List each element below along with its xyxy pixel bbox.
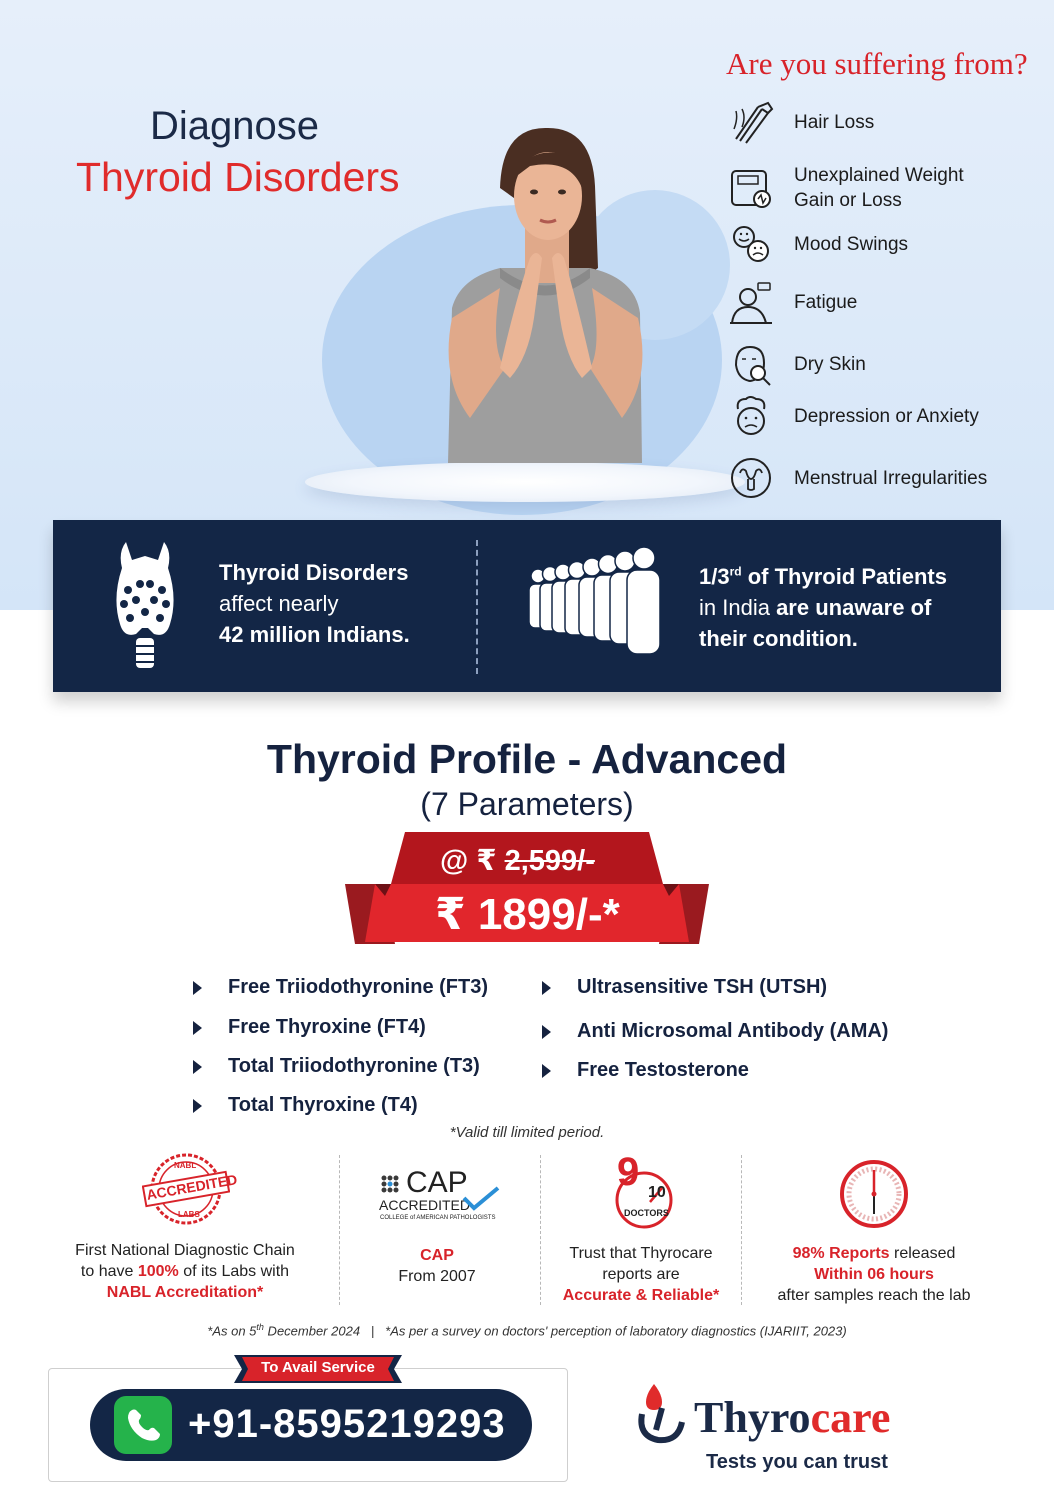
uterus-icon [728, 455, 774, 501]
product-subtitle: (7 Parameters) [420, 786, 634, 822]
symptom-item [728, 338, 1048, 390]
banner-right-line2-bold: are unaware of [776, 595, 932, 621]
cap-logo-main: CAP [406, 1166, 468, 1199]
nabl-description [50, 1240, 320, 1303]
banner-left-text [219, 557, 410, 650]
parameter-item [193, 1055, 480, 1078]
parameter-item [542, 1059, 749, 1082]
nabl-seal-main: ACCREDITED [145, 1171, 239, 1203]
brand-tagline: Tests you can trust [706, 1451, 888, 1473]
footnote-a-pre: *As on 5 [207, 1323, 257, 1339]
cap-since: From 2007 [398, 1268, 476, 1285]
parameter-label: Free Testosterone [577, 1059, 749, 1081]
avail-service-label: To Avail Service [261, 1359, 375, 1376]
footnote-a-post: December 2024 [263, 1323, 361, 1339]
trust-line1: Trust that Thyrocare [569, 1245, 713, 1262]
parameter-item [193, 976, 488, 999]
product-title: Thyroid Profile - Advanced [266, 736, 788, 782]
brand-name-part1: Thyro [694, 1393, 811, 1442]
hair-comb-icon [728, 99, 774, 145]
parameter-item [193, 1016, 426, 1039]
symptom-label-line2: Gain or Loss [794, 190, 902, 211]
parameter-item [542, 976, 827, 999]
doctors-denominator: 10 [648, 1184, 666, 1201]
phone-icon[interactable] [114, 1396, 172, 1454]
footnote-a-sup: th [256, 1322, 264, 1332]
banner-right-text [699, 557, 947, 654]
symptom-label: Unexplained Weight [794, 165, 964, 186]
banner-left-line1: Thyroid Disorders [219, 560, 409, 585]
anxious-head-icon [728, 393, 774, 439]
column-divider [339, 1155, 340, 1305]
old-price-prefix: @ ₹ [440, 845, 505, 877]
bullet-arrow-icon [193, 1021, 202, 1035]
banner-right-fraction: 1/3 [699, 564, 730, 590]
symptom-item [728, 218, 1048, 270]
trust-line2: reports are [602, 1266, 680, 1283]
banner-left-line3: 42 million Indians. [219, 622, 410, 647]
doctors-label: DOCTORS [624, 1208, 669, 1218]
bullet-arrow-icon [542, 1025, 551, 1039]
dry-skin-face-icon [728, 341, 774, 387]
parameter-label: Total Thyroxine (T4) [228, 1094, 418, 1116]
reports-line3: after samples reach the lab [777, 1287, 971, 1304]
thyrocare-logo-icon [632, 1380, 688, 1446]
footnote-b: *As per a survey on doctors' perception of laboratory diagnostics (IJARIIT, 2023) [385, 1323, 847, 1339]
symptom-label-block [794, 163, 964, 213]
reports-line2: Within 06 hours [814, 1266, 934, 1283]
symptom-label: Menstrual Irregularities [794, 467, 988, 489]
reports-line1a: 98% Reports [792, 1245, 890, 1262]
footnote [0, 1322, 1054, 1338]
clock-icon [838, 1158, 910, 1230]
nabl-line1: First National Diagnostic Chain [75, 1242, 295, 1259]
new-price: ₹ 1899/-* [435, 890, 620, 939]
crowd-people-icon [526, 546, 674, 658]
bullet-arrow-icon [193, 981, 202, 995]
parameter-label: Free Triiodothyronine (FT3) [228, 976, 489, 998]
cap-logo-small: COLLEGE of AMERICAN PATHOLOGISTS [380, 1215, 496, 1221]
woman-holding-neck-illustration [430, 118, 660, 463]
nabl-line3: NABL Accreditation* [106, 1284, 264, 1301]
old-price [440, 843, 595, 878]
bullet-arrow-icon [542, 1064, 551, 1078]
symptom-item [728, 452, 1048, 504]
reports-description [760, 1243, 988, 1306]
nabl-line2c: of its Labs with [178, 1263, 290, 1280]
bullet-arrow-icon [193, 1099, 202, 1113]
weighing-scale-icon [728, 165, 774, 211]
trust-line3: Accurate & Reliable* [562, 1287, 720, 1304]
column-divider [741, 1155, 742, 1305]
parameter-item [193, 1094, 418, 1117]
symptom-label: Fatigue [794, 291, 858, 313]
thyroid-gland-icon [110, 538, 180, 670]
bullet-arrow-icon [193, 1060, 202, 1074]
cap-description [362, 1245, 512, 1287]
podium-ellipse [305, 462, 745, 502]
nabl-seal-top: NABL [174, 1161, 197, 1170]
old-price-value: 2,599/- [504, 845, 595, 877]
symptom-item [728, 276, 1048, 328]
nabl-seal-bottom: LABS [178, 1210, 200, 1219]
symptom-item [728, 162, 1048, 214]
parameter-label: Anti Microsomal Antibody (AMA) [577, 1020, 889, 1042]
validity-note: *Valid till limited period. [449, 1124, 605, 1141]
banner-right-line2-plain: in India [699, 595, 777, 621]
parameter-label: Free Thyroxine (FT4) [228, 1016, 426, 1038]
symptom-label: Mood Swings [794, 233, 909, 255]
brand-name [694, 1392, 890, 1443]
tired-person-icon [728, 279, 774, 325]
symptom-label: Dry Skin [794, 353, 866, 375]
column-divider [540, 1155, 541, 1305]
reports-line1b: released [889, 1245, 956, 1262]
cap-logo-accredited: ACCREDITED [379, 1197, 471, 1213]
nabl-line2b: 100% [137, 1263, 179, 1280]
mood-faces-icon [728, 221, 774, 267]
cap-dots-icon [378, 1172, 408, 1196]
cap-title: CAP [420, 1247, 454, 1264]
doctors-numerator: 9 [617, 1150, 640, 1194]
brand-name-part2: care [810, 1393, 891, 1442]
footnote-separator: | [370, 1323, 375, 1339]
hero-heading-line2: Thyroid Disorders [76, 154, 400, 200]
nabl-line2a: to have [80, 1263, 138, 1280]
symptom-item [728, 96, 1048, 148]
hero-heading-line1: Diagnose [150, 104, 320, 148]
bullet-arrow-icon [542, 981, 551, 995]
banner-left-line2: affect nearly [219, 591, 339, 616]
symptoms-title: Are you suffering from? [726, 46, 1028, 81]
symptom-item [728, 390, 1048, 442]
banner-right-line1: of Thyroid Patients [741, 564, 947, 590]
symptom-label: Depression or Anxiety [794, 405, 979, 427]
phone-number[interactable]: +91-8595219293 [188, 1402, 506, 1446]
parameter-label: Ultrasensitive TSH (UTSH) [577, 976, 828, 998]
banner-right-fraction-sup: rd [729, 565, 742, 579]
trust-description [550, 1243, 732, 1306]
checkmark-icon [462, 1186, 500, 1212]
banner-divider [476, 540, 478, 674]
banner-right-line3: their condition. [699, 626, 858, 652]
symptom-label: Hair Loss [794, 111, 875, 133]
parameter-label: Total Triiodothyronine (T3) [228, 1055, 480, 1077]
parameter-item [542, 1020, 888, 1043]
